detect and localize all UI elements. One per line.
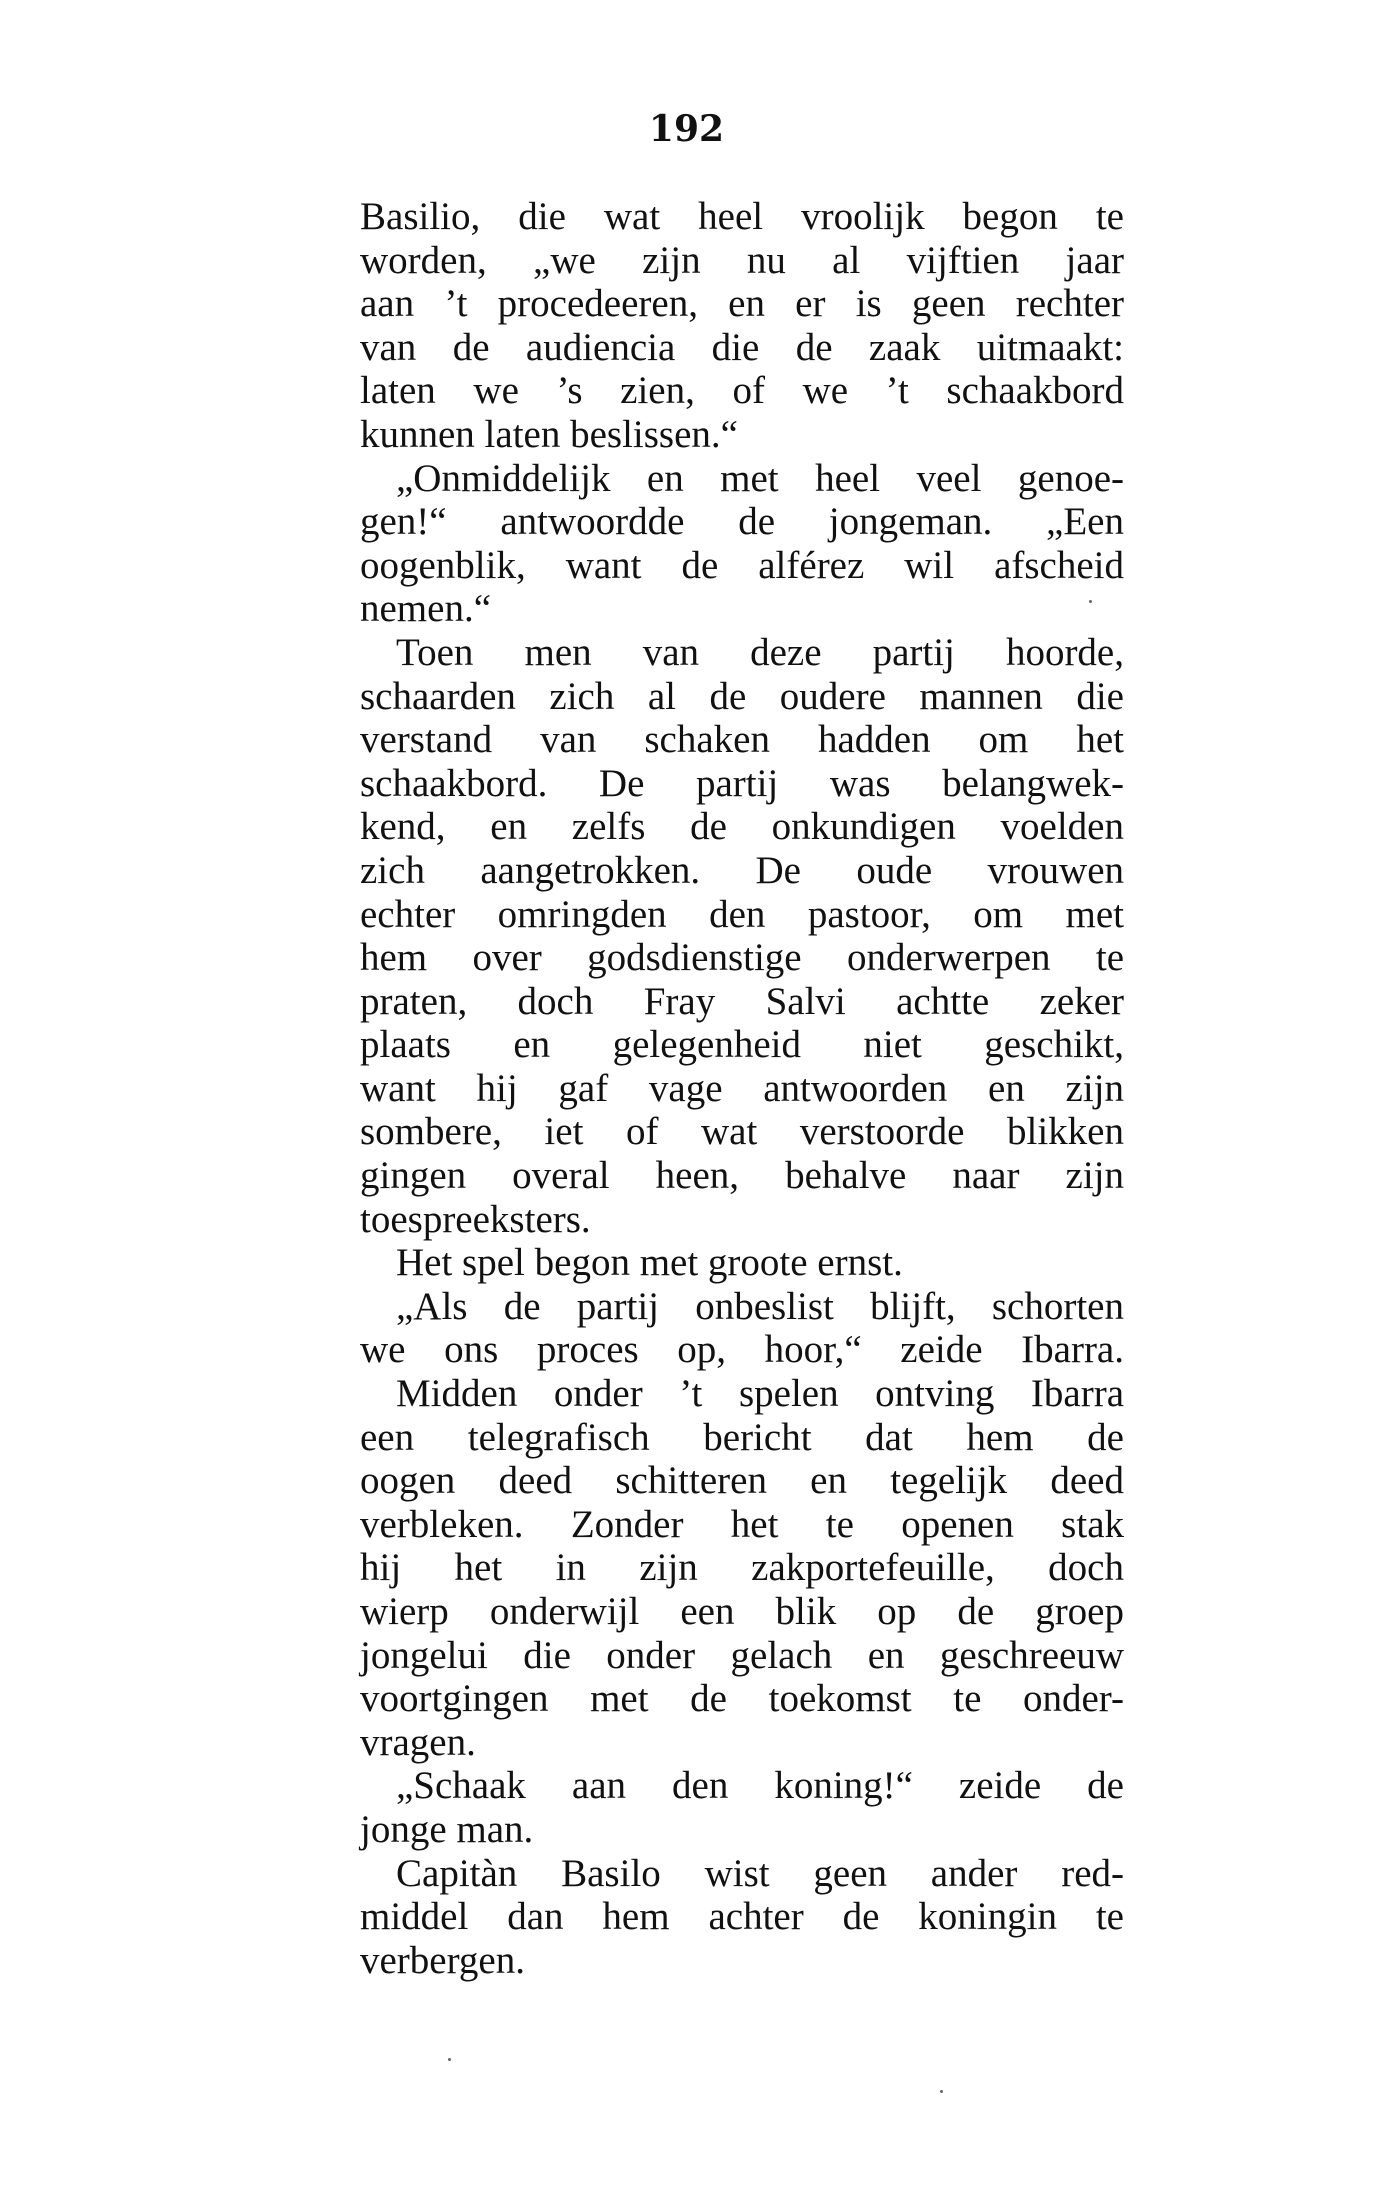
- text-line: hem over godsdienstige onderwerpen te: [360, 936, 1124, 980]
- text-line: „Schaak aan den koning!“ zeide de: [396, 1764, 1124, 1808]
- text-line: echter omringden den pastoor, om met: [360, 892, 1124, 936]
- text-line: oogenblik, want de alférez wil afscheid: [360, 543, 1124, 587]
- text-line: „Onmiddelijk en met heel veel genoe-: [396, 456, 1124, 500]
- text-line: hij het in zijn zakportefeuille, doch: [360, 1546, 1124, 1590]
- text-line: aan ’t procedeeren, en er is geen rechter: [360, 282, 1124, 326]
- print-speck: [1089, 600, 1092, 603]
- text-line: Midden onder ’t spelen ontving Ibarra: [396, 1372, 1124, 1416]
- text-line: kunnen laten beslissen.“: [360, 412, 738, 456]
- text-line: vragen.: [360, 1720, 476, 1764]
- text-line: nemen.“: [360, 587, 492, 631]
- body-text: [360, 195, 1124, 1982]
- text-line: wierp onderwijl een blik op de groep: [360, 1590, 1124, 1633]
- text-line: Basilio, die wat heel vroolijk begon te: [360, 195, 1124, 238]
- print-speck: [448, 2058, 451, 2061]
- text-line: zich aangetrokken. De oude vrouwen: [360, 848, 1124, 892]
- text-line: want hij gaf vage antwoorden en zijn: [360, 1066, 1124, 1110]
- text-line: van de audiencia die de zaak uitmaakt:: [360, 325, 1124, 369]
- text-line: verstand van schaken hadden om het: [360, 718, 1124, 762]
- text-line: gingen overal heen, behalve naar zijn: [360, 1154, 1124, 1198]
- text-line: praten, doch Fray Salvi achtte zeker: [360, 979, 1124, 1023]
- text-line: kend, en zelfs de onkundigen voelden: [360, 805, 1124, 849]
- text-line: laten we ’s zien, of we ’t schaakbord: [360, 369, 1124, 413]
- text-line: oogen deed schitteren en tegelijk deed: [360, 1459, 1124, 1503]
- text-line: verbergen.: [360, 1938, 525, 1982]
- text-line: gen!“ antwoordde de jongeman. „Een: [360, 500, 1124, 544]
- text-line: schaakbord. De partij was belangwek-: [360, 761, 1124, 805]
- text-line: worden, „we zijn nu al vijftien jaar: [360, 238, 1124, 282]
- text-line: plaats en gelegenheid niet geschikt,: [360, 1023, 1124, 1067]
- text-line: we ons proces op, hoor,“ zeide Ibarra.: [360, 1328, 1124, 1372]
- print-speck: [940, 2090, 943, 2093]
- text-line: jonge man.: [360, 1807, 534, 1851]
- text-line: „Als de partij onbeslist blijft, schorten: [396, 1284, 1124, 1328]
- text-line: schaarden zich al de oudere mannen die: [360, 674, 1124, 718]
- text-line: sombere, iet of wat verstoorde blikken: [360, 1110, 1124, 1154]
- text-line: Het spel begon met groote ernst.: [396, 1241, 903, 1285]
- text-line: Capitàn Basilo wist geen ander red-: [396, 1851, 1124, 1895]
- text-line: toespreeksters.: [360, 1197, 591, 1241]
- text-line: Toen men van deze partij hoorde,: [396, 630, 1124, 674]
- text-line: een telegrafisch bericht dat hem de: [360, 1415, 1124, 1459]
- text-line: voortgingen met de toekomst te onder-: [360, 1677, 1124, 1721]
- text-line: verbleken. Zonder het te openen stak: [360, 1502, 1124, 1546]
- text-line: middel dan hem achter de koningin te: [360, 1895, 1124, 1939]
- page-number: 192: [648, 108, 725, 150]
- text-line: jongelui die onder gelach en geschreeuw: [360, 1633, 1124, 1677]
